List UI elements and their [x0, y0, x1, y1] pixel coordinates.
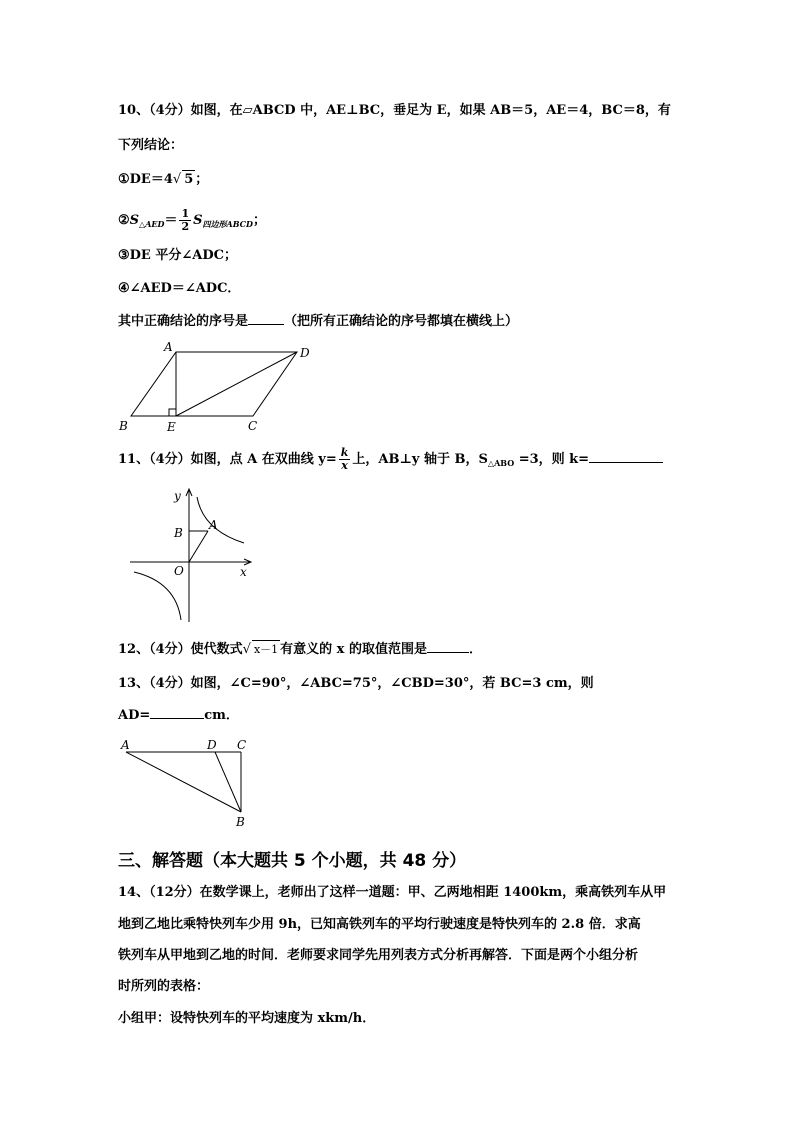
q10-c2-num: 1 [181, 207, 190, 220]
label-b: B [119, 419, 128, 433]
q11-stem-b: 上，AB⊥y 轴于 B，S [352, 452, 488, 467]
q10-c2-prefix: ② [118, 213, 130, 228]
segment-ab [126, 752, 241, 812]
q10-c1-radicand: 5 [184, 172, 194, 187]
label-d: D [207, 738, 217, 752]
q13-stem: 13、（4分）如图，∠C=90°，∠ABC=75°，∠CBD=30°，若 BC=3 cm，则 [118, 676, 594, 691]
label-e: E [167, 420, 176, 434]
q12-stem-b: 有意义的 x 的取值范围是 [280, 642, 427, 657]
q12-radicand: x－1 [252, 640, 280, 659]
q10-c2-sub2: 四边形ABCD [202, 219, 253, 229]
q14-line1: 14、（12分）在数学课上，老师出了这样一道题：甲、乙两地相距 1400km，乘高铁列车从甲 [118, 885, 667, 900]
q10-c2-sub1: △AED [139, 219, 165, 229]
q10-c2-S2: S [193, 213, 203, 228]
q10-conclusion-4: ④∠AED＝∠ADC． [118, 281, 241, 296]
q10-c1-suffix: ； [195, 172, 209, 187]
label-b: B [174, 526, 183, 540]
q10-c1-prefix: ①DE＝4 [118, 172, 173, 187]
q10-answer-suffix: （把所有正确结论的序号都填在横线上） [284, 314, 519, 329]
q10-stem-line2: 下列结论： [118, 138, 184, 153]
label-d: D [300, 346, 310, 360]
label-c: C [248, 419, 258, 433]
q10-c2-den: 2 [181, 220, 190, 233]
segment-db [215, 752, 241, 812]
q11-stem-c: =3，则 k= [514, 452, 590, 467]
q10-conclusion-1: ①DE＝4√ 5 ； [118, 172, 209, 187]
q13-ad-prefix: AD= [118, 708, 151, 723]
q12-stem-a: 12、（4分）使代数式 [118, 642, 243, 657]
q10-c2-S: S [129, 213, 140, 228]
label-a: A [121, 738, 130, 752]
q10-stem-line1: 10、（4分）如图，在▱ABCD 中，AE⊥BC，垂足为 E，如果 AB＝5，AE＝4，BC＝8，有 [118, 103, 671, 118]
label-a: A [164, 340, 173, 354]
q10-answer-prefix: 其中正确结论的序号是 [118, 314, 249, 329]
q14-line5: 小组甲：设特快列车的平均速度为 xkm/h． [118, 1011, 376, 1026]
q10-c2-eq: ＝ [164, 213, 178, 228]
section-3-heading: 三、解答题（本大题共 5 个小题，共 48 分） [118, 851, 467, 871]
q11-stem-a: 11、（4分）如图，点 A 在双曲线 y= [118, 452, 337, 467]
q12-stem: 12、（4分）使代数式√ x－1 有意义的 x 的取值范围是 ． [118, 642, 482, 657]
q11-frac-den: x [341, 459, 348, 472]
q13-ad-suffix: cm． [204, 708, 239, 723]
q14-line3: 铁列车从甲地到乙地的时间．老师要求同学先用列表方式分析再解答．下面是两个小组分析 [118, 948, 639, 963]
label-o: O [174, 564, 184, 578]
label-c: C [237, 738, 247, 752]
label-a: A [209, 518, 218, 532]
q12-stem-c: ． [468, 642, 482, 657]
q10-conclusion-3: ③DE 平分∠ADC； [118, 248, 237, 263]
q14-line2: 地到乙地比乘特快列车少用 9h，已知高铁列车的平均行驶速度是特快列车的 2.8 倍．求高 [118, 917, 641, 932]
q14-line4: 时所列的表格： [118, 979, 210, 994]
label-b: B [236, 815, 245, 829]
label-x: x [240, 565, 247, 579]
q10-c2-suffix: ； [252, 213, 266, 228]
q11-frac-num: k [340, 446, 349, 459]
label-y: y [174, 489, 181, 503]
q11-sub: △ABO [487, 458, 515, 468]
